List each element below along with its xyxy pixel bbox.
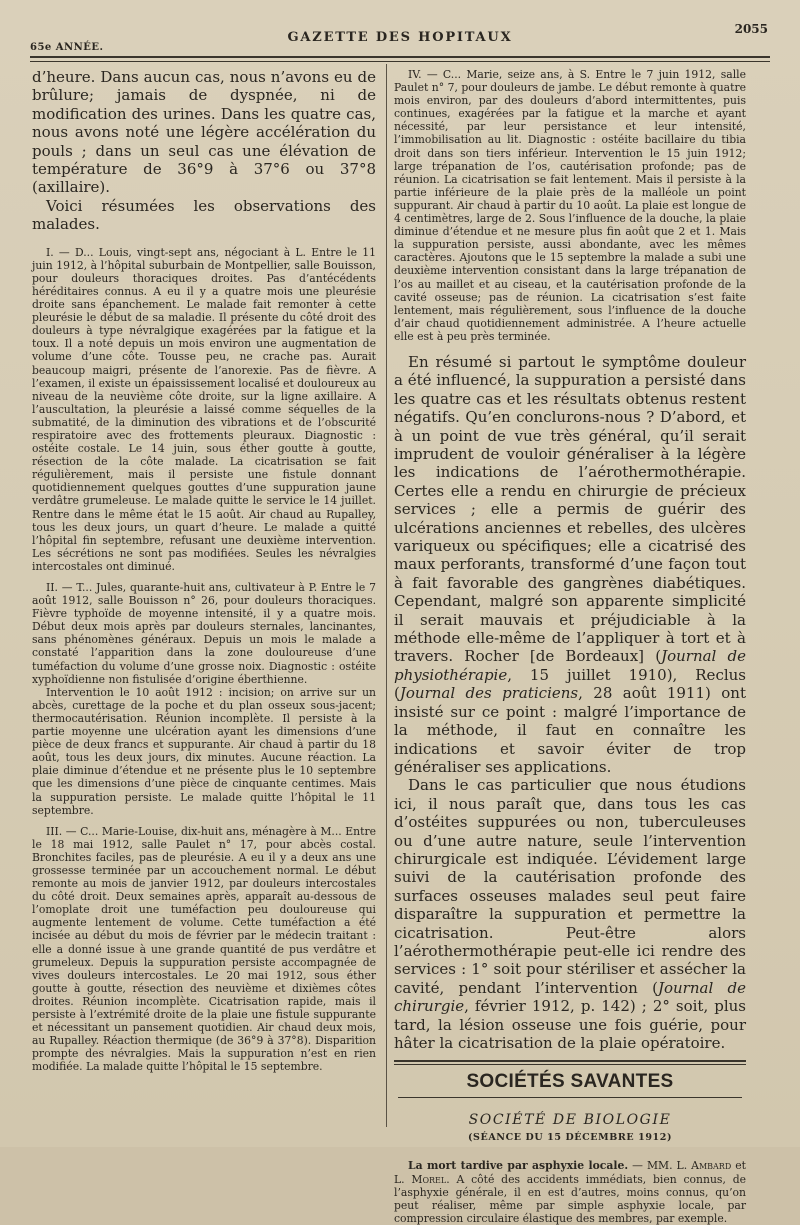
summary-paragraph	[394, 353, 746, 776]
society-name: SOCIÉTÉ DE BIOLOGIE	[468, 1112, 672, 1129]
session-date: (SÉANCE DU 15 DÉCEMBRE 1912)	[467, 1132, 673, 1144]
abstract-title: La mort tardive par asphyxie locale.	[408, 1159, 629, 1173]
section-rule-thick	[394, 1060, 746, 1062]
column-divider	[386, 64, 387, 1127]
author-morel: Morel	[411, 1172, 447, 1186]
page-header	[30, 16, 770, 58]
observation-3: III. — C... Marie-Louise, dix-huit ans, ménagère à M... Entre le 18 mai 1912, salle Paulet n° 17, pour abcès costal. Bronchites faciles, pas de pleurésie. A eu il y a deux ans une grossesse terminée par un accouchement normal. Le début remonte au mois de janvier 1912, par douleurs intercostales du côté droit. Deux semaines après, apparaît au-dessous de l’omoplate droit une tuméfaction peu douloureuse qui augmente lentement de volume. Cette tuméfaction a été incisée au début du mois de février par le médecin traitant : elle a donné issue à une grande quantité de pus verdâtre et grumeleux. Depuis la suppuration persiste accompagnée de vives douleurs intercostales. Le 20 mai 1912, sous éther goutte à goutte, résection des neuvième et dixièmes côtes droites. Réunion incomplète. Cicatrisation rapide, mais il persiste à l’extrémité droite de la plaie une fistule suppurante et nécessitant un pansement quotidien. Air chaud deux mois, au Rupalley. Réaction thermique (de 36°9 à 37°8). Disparition prompte des névralgies. Mais la suppuration n’est en rien modifiée. La malade quitte l’hôpital le 15 septembre.	[32, 824, 376, 1074]
observations-intro: Voici résumées les observations des malades.	[32, 196, 376, 234]
abstract-paragraph	[394, 1159, 746, 1224]
section-rule-thin	[394, 1064, 746, 1065]
header-rule-thin	[30, 61, 770, 62]
observation-2: II. — T... Jules, quarante-huit ans, cultivateur à P. Entre le 7 août 1912, salle Bouisson n° 26, pour douleurs thoraciques. Fièvre typhoïde de moyenne intensité, il y a quatre mois. Début deux mois après par douleurs sternales, lancinantes, sans phénomènes généraux. Depuis un mois le malade a constaté l’apparition dans la zone douloureuse d’une tuméfaction du volume d’une grosse noix. Diagnostic : ostéite xyphoïdienne non fistulisée d’origine éberthienne.	[32, 581, 376, 686]
conclusion-text: Dans le cas particulier que nous étudions ici, il nous paraît que, dans tous les cas d’ostéites suppurées ou non, tuberculeuses ou d’une autre nature, seule l’intervention chirurgicale est indiquée. L’évidement large suivi de la cautérisation profonde des surfaces osseuses malades seul peut faire disparaître la suppuration et permettre la cicatrisation. Peut-être alors l’aérothermothérapie peut-elle ici rendre des services : 1° soit pour stériliser et assécher la cavité, pendant l’intervention (	[394, 776, 746, 997]
abstract-body: . A côté des accidents immédiats, bien connus, de l’asphyxie générale, il en est d’autres, moins connus, qu’on peut réaliser, même par simple asphyxie locale, par compression circulaire élastique des membres, par exemple.	[394, 1172, 746, 1225]
observation-1: I. — D... Louis, vingt-sept ans, négociant à L. Entre le 11 juin 1912, à l’hôpital suburbain de Montpellier, salle Bouisson, pour douleurs thoraciques droites. Pas d’antécédents héréditaires connus. A eu il y a quatre mois une pleurésie droite sans épanchement. Le malade fait remonter à cette pleurésie le début de sa maladie. Il présente du côté droit des douleurs à type névralgique exagérées par la fatigue et la toux. Il a noté depuis un mois environ une augmentation de volume d’une côte. Tousse peu, ne crache pas. Aurait beaucoup maigri, présente de l’anorexie. Pas de fièvre. A l’examen, il existe un épaississement localisé et douloureux au niveau de la neuvième côte droite, sur la ligne axillaire. A l’auscultation, la pleurésie a laissé comme séquelles de la submatité, de la diminution des vibrations et de l’obscurité respiratoire avec des frottements pleuraux. Diagnostic : ostéite costale. Le 14 juin, sous éther goutte à goutte, résection de la côte malade. La cicatrisation se fait régulièrement, mais il persiste une fistule donnant quotidiennement quelques gouttes d’une suppuration jaune verdâtre grumeleuse. Le malade quitte le service le 14 juillet. Rentre dans le même état le 15 août. Air chaud au Rupalley, tous les deux jours, un quart d’heure. Le malade a quitté l’hôpital fin septembre, refusant une deuxième intervention. Les sécrétions ne sont pas modifiées. Seules les névralgies intercostales ont diminué.	[32, 245, 376, 573]
author-ambard: Ambard	[691, 1159, 732, 1173]
journal-title: GAZETTE DES HOPITAUX	[287, 30, 513, 45]
intro-paragraph: d’heure. Dans aucun cas, nous n’avons eu de brûlure; jamais de dyspnée, ni de modification des urines. Dans les quatre cas, nous avons noté une légère accélération du pouls ; dans un seul cas une élévation de température de 36°9 à 37°6 ou 37°8 (axillaire).	[32, 68, 376, 197]
conclusion-paragraph	[394, 776, 746, 1052]
observation-2-intervention: Intervention le 10 août 1912 : incision; on arrive sur un abcès, curettage de la poche et du plan osseux sous-jacent; thermocautérisation. Réunion incomplète. Il persiste à la partie moyenne une ulcération ayant les dimensions d’une pièce de deux francs et suppurante. Air chaud à partir du 18 août, tous les deux jours, dix minutes. Aucune réaction. La plaie diminue d’étendue et ne présente plus le 10 septembre que les dimensions d’une pièce de cinquante centimes. Mais la suppuration persiste. Le malade quitte l’hôpital le 11 septembre.	[32, 685, 376, 817]
summary-text-3: , 28 août 1911) ont insisté sur ce point : malgré l’importance de la méthode, il faut en connaître les indications et savoir éviter de trop généraliser ses applications.	[394, 684, 746, 776]
observation-4: IV. — C... Marie, seize ans, à S. Entre le 7 juin 1912, salle Paulet n° 7, pour douleurs de jambe. Le début remonte à quatre mois environ, par des douleurs d’abord intermittentes, puis continues, exagérées par la fatigue et la marche et ayant nécessité, par leur persistance et leur intensité, l’immobilisation au lit. Diagnostic : ostéite bacillaire du tibia droit dans son tiers inférieur. Intervention le 15 juin 1912; large trépanation de l’os, cautérisation profonde; pas de réunion. La cicatrisation se fait lentement. Mais il persiste à la partie inférieure de la plaie près de la malléole un point suppurant. Air chaud à partir du 10 août. La plaie est longue de 4 centimètres, large de 2. Sous l’influence de la douche, la plaie diminue d’étendue et ne mesure plus fin août que 2 et 1. Mais la suppuration persiste, aussi abondante, avec les mêmes caractères. Ajoutons que le 15 septembre la malade a subi une deuxième intervention consistant dans la large trépanation de l’os au maillet et au ciseau, et la cautérisation profonde de la cavité osseuse; pas de réunion. La cicatrisation s’est faite lentement, mais régulièrement, sous l’influence de la douche d’air chaud quotidiennement administrée. A l’heure actuelle elle est à peu près terminée.	[394, 68, 746, 343]
header-rule-thick	[30, 56, 770, 58]
right-column	[394, 68, 747, 1225]
abstract-authors-prefix: — MM. L.	[628, 1159, 692, 1173]
left-column	[32, 68, 376, 1137]
section-title-rule	[398, 1097, 742, 1098]
reference-journal-physiotherapie: Journal de physiothérapie	[394, 647, 746, 684]
summary-text-2: , 15 juillet 1910), Reclus (	[394, 665, 746, 703]
conclusion-text-2: , février 1912, p. 142) ; 2° soit, plus tard, la lésion osseuse une fois guérie, pour hâter la cicatrisation de la plaie opératoire.	[394, 997, 746, 1052]
summary-text: En résumé si partout le symptôme douleur a été influencé, la suppuration a persisté dans les quatre cas et les résultats obtenus restent négatifs. Qu’en conclurons-nous ? D’abord, et à un point de vue très général, qu’il serait imprudent de vouloir généraliser à la légère les indications de l’aérothermothérapie. Certes elle a rendu en chirurgie de précieux services ; elle a permis de guérir des ulcérations anciennes et rebelles, des ulcères variqueux ou spécifiques; elle a cicatrisé des maux perforants, transformé d’une façon tout à fait favorable des gangrènes diabétiques. Cependant, malgré son apparente simplicité il serait mauvais et préjudiciable à la méthode elle-même de l’appliquer à tort et à travers. Rocher [de Bordeaux] (	[394, 352, 746, 666]
abstract-authors-join: et L.	[394, 1159, 747, 1186]
reference-journal-praticiens: Journal des praticiens	[399, 684, 579, 703]
page-number: 2055	[734, 22, 768, 36]
year-label: 65e ANNÉE.	[30, 42, 104, 53]
reference-journal-chirurgie: Journal de chirurgie	[394, 978, 746, 1016]
section-title: SOCIÉTÉS SAVANTES	[466, 1071, 674, 1093]
